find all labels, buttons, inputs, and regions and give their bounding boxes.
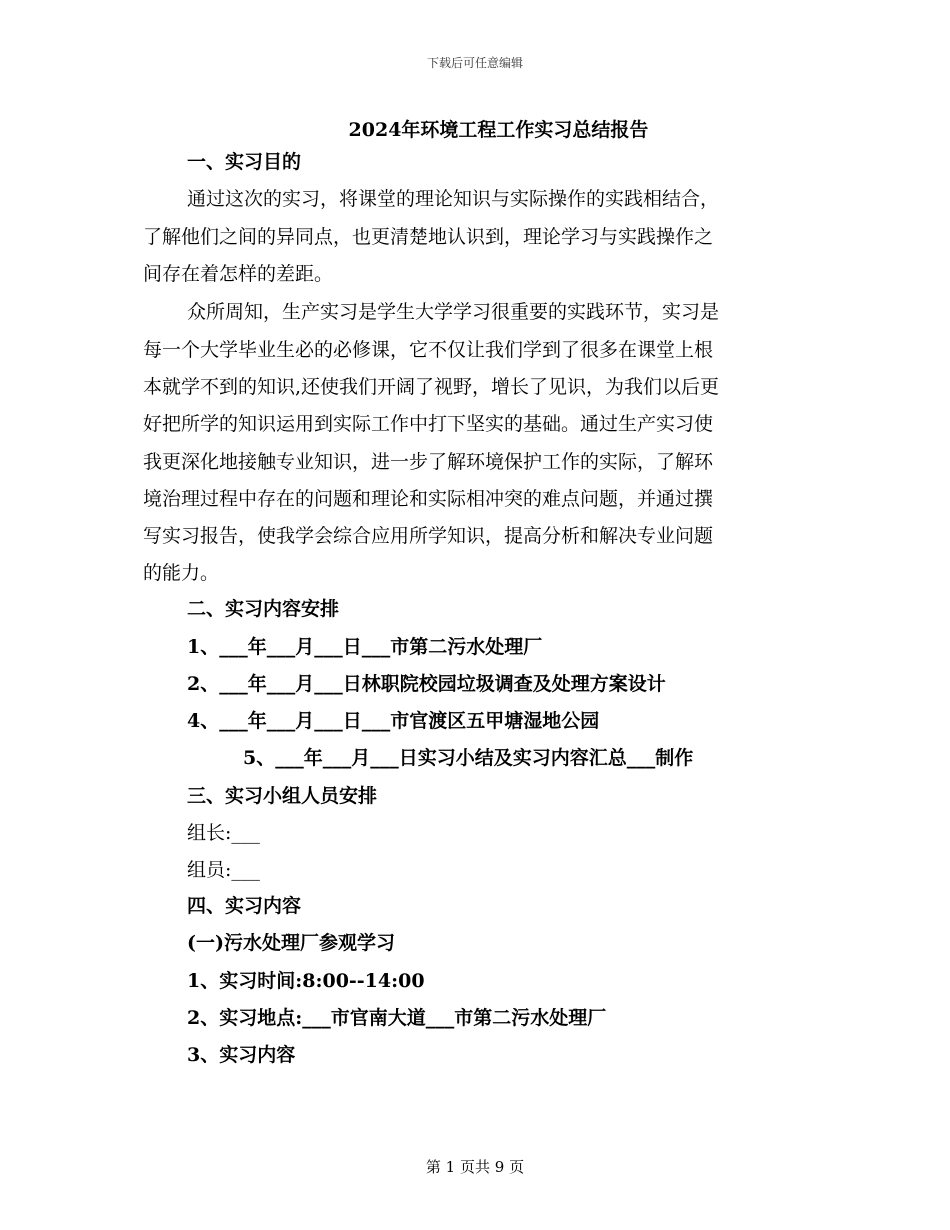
schedule-item: 4、___年___月___日___市官渡区五甲塘湿地公园 [187, 710, 600, 732]
paragraph-line: 每一个大学毕业生必的必修课，它不仅让我们学到了很多在课堂上根 [143, 339, 714, 361]
paragraph-line: 了解他们之间的异同点，也更清楚地认识到，理论学习与实践操作之 [143, 226, 714, 248]
section-heading-3: 三、实习小组人员安排 [187, 785, 378, 807]
paragraph-line: 我更深化地接触专业知识，进一步了解环境保护工作的实际，了解环 [143, 451, 714, 473]
schedule-item: 5、___年___月___日实习小结及实习内容汇总___制作 [243, 747, 694, 769]
header-note: 下载后可任意编辑 [426, 56, 523, 70]
page-footer: 第 1 页共 9 页 [425, 1158, 525, 1176]
paragraph-line: 的能力。 [143, 562, 220, 584]
section-heading-2: 二、实习内容安排 [187, 598, 340, 620]
paragraph-line: 境治理过程中存在的问题和理论和实际相冲突的难点问题，并通过撰 [143, 488, 714, 510]
group-members: 组员:___ [187, 859, 260, 881]
content-item: 2、实习地点:___市官南大道___市第二污水处理厂 [187, 1007, 607, 1029]
section-heading-1: 一、实习目的 [187, 151, 302, 173]
schedule-item: 1、___年___月___日___市第二污水处理厂 [187, 636, 543, 658]
subsection-heading-1: (一)污水处理厂参观学习 [187, 932, 395, 954]
content-item: 3、实习内容 [187, 1044, 296, 1066]
paragraph-line: 写实习报告，使我学会综合应用所学知识，提高分析和解决专业问题 [143, 525, 714, 547]
content-item: 1、实习时间:8:00--14:00 [187, 970, 425, 992]
paragraph-line: 通过这次的实习，将课堂的理论知识与实际操作的实践相结合， [187, 188, 720, 210]
paragraph-line: 好把所学的知识运用到实际工作中打下坚实的基础。通过生产实习使 [143, 413, 714, 435]
group-leader: 组长:___ [187, 822, 260, 844]
schedule-item: 2、___年___月___日林职院校园垃圾调查及处理方案设计 [187, 673, 666, 695]
paragraph-line: 众所周知，生产实习是学生大学学习很重要的实践环节，实习是 [187, 301, 720, 323]
paragraph-line: 本就学不到的知识,还使我们开阔了视野，增长了见识，为我们以后更 [143, 376, 720, 398]
section-heading-4: 四、实习内容 [187, 895, 302, 917]
paragraph-line: 间存在着怎样的差距。 [143, 263, 334, 285]
document-title: 2024年环境工程工作实习总结报告 [348, 119, 649, 141]
